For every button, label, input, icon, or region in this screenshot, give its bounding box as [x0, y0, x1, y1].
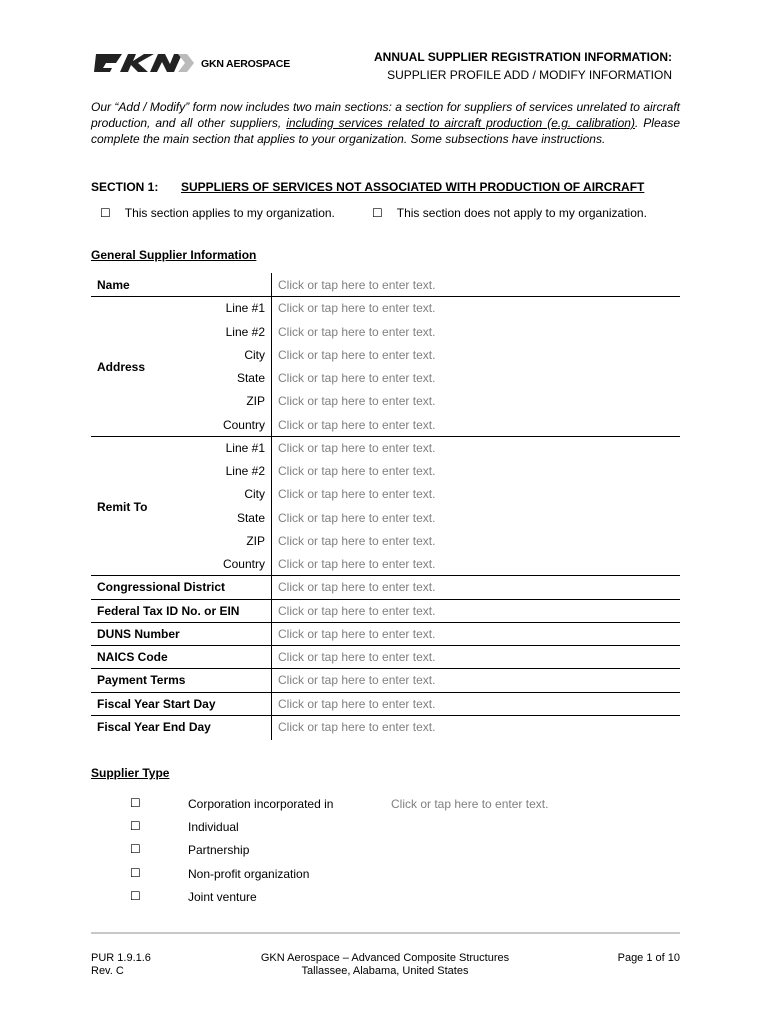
row-sublabel: City — [244, 487, 265, 502]
text-entry-field[interactable]: Click or tap here to enter text. — [278, 510, 436, 525]
table-row — [91, 483, 680, 506]
row-sublabel: Line #1 — [225, 301, 265, 316]
table-row — [91, 414, 680, 437]
row-label: DUNS Number — [97, 626, 180, 641]
row-sublabel: Line #1 — [225, 440, 265, 455]
row-label: Fiscal Year End Day — [97, 719, 211, 734]
row-label: Fiscal Year Start Day — [97, 696, 216, 711]
table-row — [91, 507, 680, 530]
group-label: Address — [97, 360, 146, 374]
supplier-type-label: Joint venture — [188, 889, 257, 904]
checkbox-icon[interactable]: ☐ — [130, 842, 141, 857]
group-label: Remit To — [97, 499, 148, 514]
row-label: Congressional District — [97, 580, 226, 595]
supplier-type-label: Corporation incorporated in — [188, 797, 334, 811]
row-sublabel: State — [236, 371, 265, 385]
page-number: Page 1 of 10 — [617, 952, 680, 964]
row-label: Name — [97, 278, 130, 292]
text-entry-field[interactable]: Click or tap here to enter text. — [278, 673, 436, 688]
revision: Rev. C — [91, 965, 124, 977]
table-row — [91, 600, 680, 623]
section-title: SUPPLIERS OF SERVICES NOT ASSOCIATED WITH PRODUCTION OF AIRCRAFT — [181, 180, 645, 194]
row-sublabel: Country — [222, 417, 265, 432]
table-divider — [271, 273, 272, 740]
text-entry-field[interactable]: Click or tap here to enter text. — [278, 603, 436, 618]
checkbox-icon[interactable]: ☐ — [130, 819, 141, 834]
table-row — [91, 460, 680, 483]
table-row — [91, 669, 680, 692]
form-subtitle: SUPPLIER PROFILE ADD / MODIFY INFORMATION — [387, 68, 672, 82]
intro-underlined: including services related to aircraft production (e.g. calibration) — [286, 116, 635, 130]
table-row — [91, 646, 680, 669]
checkbox-icon[interactable]: ☐ — [372, 206, 383, 220]
intro-paragraph: Our “Add / Modify” form now includes two main sections: a section for suppliers of services unrelated to aircraft production, and all other suppliers, including services related to aircraft production (e.g. calibration). Please complete the main section that applies to your organization. Some subsections have instructions. — [91, 100, 680, 146]
checkbox-icon[interactable]: ☐ — [130, 796, 141, 810]
text-entry-field[interactable]: Click or tap here to enter text. — [278, 324, 436, 339]
not-applies-option[interactable] — [372, 206, 647, 220]
footer-location: Tallassee, Alabama, United States — [301, 965, 469, 977]
doc-number: PUR 1.9.1.6 — [91, 952, 151, 964]
text-entry-field[interactable]: Click or tap here to enter text. — [278, 487, 436, 502]
table-row — [91, 716, 680, 739]
form-title: ANNUAL SUPPLIER REGISTRATION INFORMATION: — [374, 50, 672, 64]
table-row — [91, 553, 680, 576]
row-sublabel: State — [236, 510, 265, 525]
company-name: GKN AEROSPACE — [201, 58, 290, 70]
text-entry-field[interactable]: Click or tap here to enter text. — [278, 557, 436, 571]
text-entry-field[interactable]: Click or tap here to enter text. — [278, 580, 436, 595]
table-row — [91, 530, 680, 553]
supplier-type-label: Non-profit organization — [188, 866, 310, 881]
table-row — [91, 321, 680, 344]
checkbox-icon[interactable]: ☐ — [130, 888, 141, 903]
text-entry-field[interactable]: Click or tap here to enter text. — [278, 533, 436, 548]
checkbox-icon[interactable]: ☐ — [130, 865, 141, 880]
text-entry-field[interactable]: Click or tap here to enter text. — [278, 626, 436, 641]
text-entry-field[interactable]: Click or tap here to enter text. — [278, 719, 436, 734]
text-entry-field[interactable]: Click or tap here to enter text. — [278, 347, 436, 362]
supplier-type-label: Partnership — [188, 843, 250, 858]
table-row — [91, 367, 680, 390]
table-row — [91, 274, 680, 297]
supplier-type-heading: Supplier Type — [91, 766, 170, 780]
supplier-type-label: Individual — [188, 820, 239, 835]
table-row — [91, 390, 680, 413]
row-label: Federal Tax ID No. or EIN — [97, 603, 240, 618]
text-entry-field[interactable]: Click or tap here to enter text. — [278, 301, 436, 316]
row-sublabel: Country — [222, 557, 265, 571]
table-row — [91, 437, 680, 460]
table-row — [91, 623, 680, 646]
checkbox-icon[interactable]: ☐ — [100, 206, 111, 220]
text-entry-field[interactable]: Click or tap here to enter text. — [278, 650, 436, 664]
row-sublabel: City — [244, 347, 265, 362]
table-row — [91, 693, 680, 716]
row-label: Payment Terms — [97, 673, 186, 688]
row-sublabel: ZIP — [246, 533, 265, 548]
table-row — [91, 297, 680, 320]
text-entry-field[interactable]: Click or tap here to enter text. — [278, 696, 436, 711]
row-label: NAICS Code — [97, 650, 168, 664]
incorporated-in-field[interactable]: Click or tap here to enter text. — [391, 797, 549, 811]
text-entry-field[interactable]: Click or tap here to enter text. — [278, 417, 436, 432]
text-entry-field[interactable]: Click or tap here to enter text. — [278, 371, 436, 385]
text-entry-field[interactable]: Click or tap here to enter text. — [278, 464, 436, 478]
text-entry-field[interactable]: Click or tap here to enter text. — [278, 394, 436, 409]
row-sublabel: Line #2 — [225, 464, 265, 478]
footer-company: GKN Aerospace – Advanced Composite Structures — [260, 952, 510, 964]
text-entry-field[interactable]: Click or tap here to enter text. — [278, 278, 436, 292]
section-label: SECTION 1: — [91, 180, 159, 194]
text-entry-field[interactable]: Click or tap here to enter text. — [278, 440, 436, 455]
not-applies-label: This section does not apply to my organization. — [396, 206, 647, 220]
applies-option[interactable] — [100, 206, 335, 220]
row-sublabel: Line #2 — [225, 324, 265, 339]
table-row — [91, 576, 680, 599]
table-row — [91, 344, 680, 367]
general-info-heading: General Supplier Information — [91, 248, 257, 262]
row-sublabel: ZIP — [246, 394, 265, 409]
applies-label: This section applies to my organization. — [124, 206, 335, 220]
footer-divider — [91, 932, 680, 934]
